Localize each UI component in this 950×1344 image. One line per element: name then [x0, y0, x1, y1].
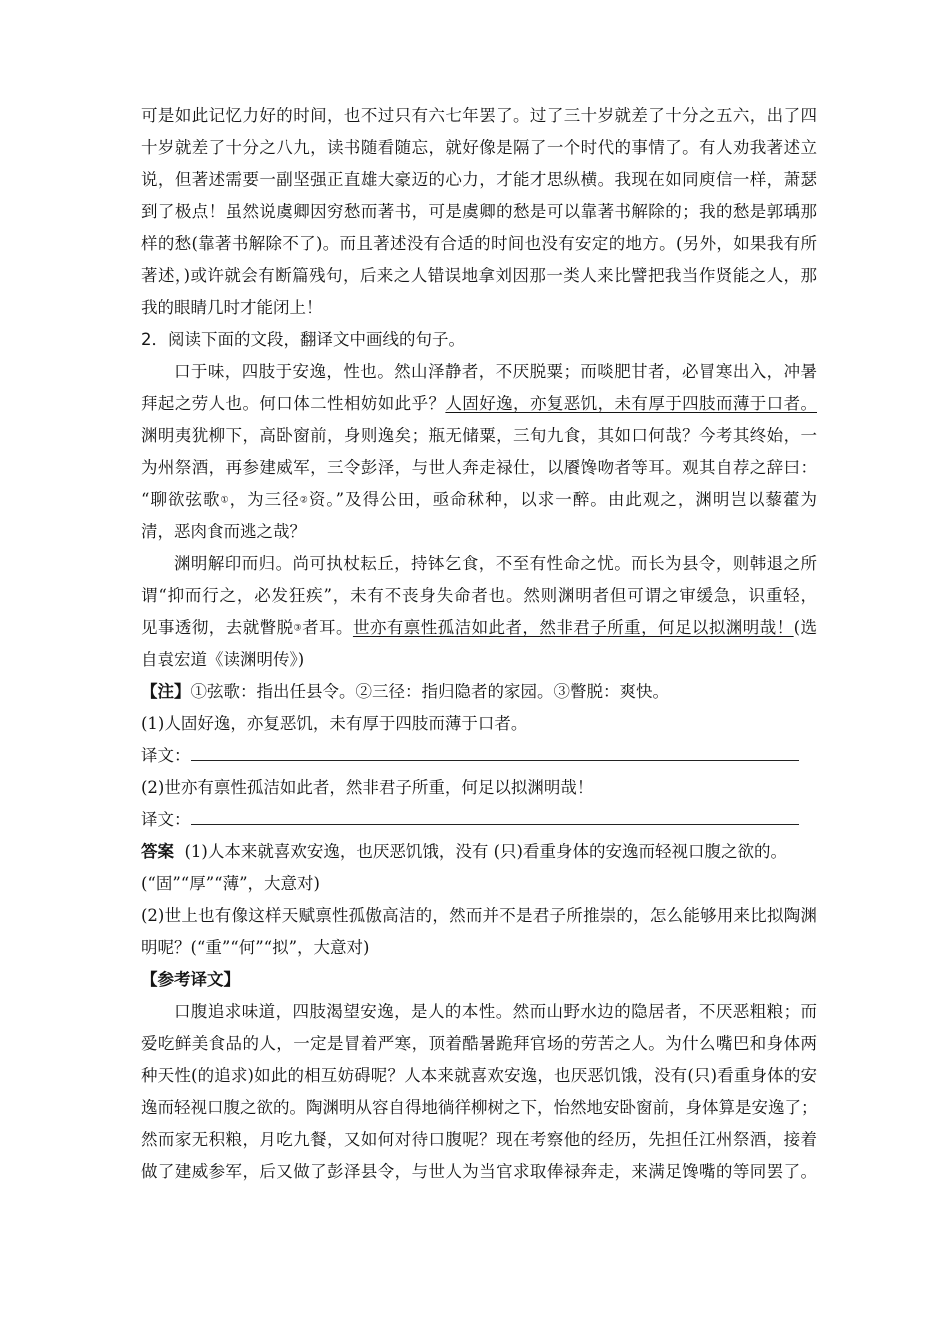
- text-span: 拜起之劳人也。何口体二性相妨如此乎？: [141, 394, 446, 413]
- text-line: 口腹追求味道，四肢渴望安逸，是人的本性。然而山野水边的隐居者，不厌恶粗粮；而: [174, 1002, 817, 1021]
- text-span: 资。”及得公田，亟命秫种，以求一醉。由此观之，渊明岂以藜藿为: [308, 490, 817, 509]
- text-line: 说，但著述需要一副坚强正直雄大豪迈的心力，才能才思纵横。我现在如同庾信一样，萧瑟: [141, 170, 817, 189]
- answer-text: (1)人本来就喜欢安逸，也厌恶饥饿，没有 (只)看重身体的安逸而轻视口腹之欲的。: [184, 842, 787, 861]
- text-span: “聊欲弦歌: [141, 490, 221, 509]
- answer-line-1: [141, 836, 817, 868]
- translation-answer-line-1: [141, 740, 817, 772]
- answer-blank-2[interactable]: [191, 806, 799, 825]
- note-line: [141, 676, 817, 708]
- previous-translation: [141, 100, 817, 324]
- passage-paragraph-2: [141, 548, 817, 676]
- reference-label: 【参考译文】: [141, 970, 240, 989]
- answer-line-2: (2)世上也有像这样天赋禀性孤傲高洁的，然而并不是君子所推崇的，怎么能够用来比拟陶渊: [141, 906, 817, 925]
- translation-answer-line-2: [141, 804, 817, 836]
- sub-question-2: (2)世亦有禀性孤洁如此者，然非君子所重，何足以拟渊明哉！: [141, 778, 594, 797]
- answer-blank-1[interactable]: [191, 742, 799, 761]
- text-line: 著述，)或许就会有断篇残句，后来之人错误地拿刘因那一类人来比譬把我当作贤能之人，那: [141, 266, 817, 285]
- text-line: 种天性(的追求)如此的相互妨碍呢？人本来就喜欢安逸，也厌恶饥饿，没有(只)看重身体的安: [141, 1066, 817, 1085]
- text-span: 见事透彻，去就瞥脱: [141, 618, 294, 637]
- text-line: 渊明解印而归。尚可执杖耘丘，持钵乞食，不至有性命之忧。而长为县令，则韩退之所: [174, 554, 817, 573]
- yiwen-label: 译文：: [141, 810, 191, 829]
- yiwen-label: 译文：: [141, 746, 191, 765]
- text-span: 径: [282, 490, 300, 509]
- text-line: 到了极点！虽然说虞卿因穷愁而著书，可是虞卿的愁是可以靠著书解除的；我的愁是郭瑀那: [141, 202, 817, 221]
- reference-translation: [141, 996, 817, 1188]
- passage-paragraph-1: [141, 356, 817, 548]
- text-line: 爱吃鲜美食品的人，一定是冒着严寒，顶着酷暑跪拜官场的劳苦之人。为什么嘴巴和身体两: [141, 1034, 817, 1053]
- text-span: 者耳。: [302, 618, 353, 637]
- text-line: [141, 388, 817, 420]
- answer-label: 答案: [141, 842, 174, 861]
- underlined-sentence-1: 人固好逸，亦复恶饥，未有厚于四肢而薄于口者。: [445, 394, 817, 413]
- underlined-sentence-2: 世亦有禀性孤洁如此者，然非君子所重，何足以拟渊明哉！: [352, 618, 794, 637]
- text-span: ，为三: [229, 490, 283, 509]
- question-title: 2．阅读下面的文段，翻译文中画线的句子。: [141, 330, 465, 349]
- text-line: 做了建威参军，后又做了彭泽县令，与世人为当官求取俸禄奔走，来满足馋嘴的等同罢了。: [141, 1162, 817, 1181]
- note-label: 【注】: [141, 682, 191, 701]
- note-text: ①弦歌：指出任县令。②三径：指归隐者的家园。③瞥脱：爽快。: [190, 682, 669, 701]
- text-line: 清，恶肉食而逃之哉？: [141, 522, 306, 541]
- text-line: 我的眼睛几时才能闭上！: [141, 298, 323, 317]
- document-page: [141, 100, 817, 1188]
- footnote-marker: ③: [293, 623, 303, 634]
- footnote-marker: ②: [299, 495, 309, 506]
- text-line: 样的愁(靠著书解除不了)。而且著述没有合适的时间也没有安定的地方。(另外，如果我有所: [141, 234, 817, 253]
- text-line: 口于味，四肢于安逸，性也。然山泽静者，不厌脱粟；而啖肥甘者，必冒寒出入，冲暑: [174, 362, 817, 381]
- text-line: 渊明夷犹柳下，高卧窗前，身则逸矣；瓶无储粟，三旬九食，其如口何哉？今考其终始，一: [141, 426, 817, 445]
- text-line: 逸而轻视口腹之欲的。陶渊明从容自得地徜徉柳树之下，怡然地安卧窗前，身体算是安逸了；: [141, 1098, 817, 1117]
- text-line: [141, 612, 817, 644]
- text-line: 然而家无积粮，月吃九餐，又如何对待口腹呢？现在考察他的经历，先担任江州祭酒，接着: [141, 1130, 817, 1149]
- sub-question-1: (1)人固好逸，亦复恶饥，未有厚于四肢而薄于口者。: [141, 714, 528, 733]
- text-span: (选: [793, 618, 817, 637]
- text-line: 可是如此记忆力好的时间，也不过只有六七年罢了。过了三十岁就差了十分之五六，出了四: [141, 106, 817, 125]
- answer-line-2b: 明呢？(“重”“何”“拟”，大意对): [141, 938, 370, 957]
- text-line: 为州祭酒，再参建威军，三令彭泽，与世人奔走禄仕，以餍馋吻者等耳。观其自荐之辞曰：: [141, 458, 817, 477]
- text-line: [141, 484, 817, 516]
- answer-note-1: (“固”“厚”“薄”，大意对): [141, 874, 320, 893]
- text-line: 自袁宏道《读渊明传》): [141, 650, 305, 669]
- text-line: 十岁就差了十分之八九，读书随看随忘，就好像是隔了一个时代的事情了。有人劝我著述立: [141, 138, 817, 157]
- text-line: 谓“抑而行之，必发狂疾”，未有不丧身失命者也。然则渊明者但可谓之审缓急，识重轻，: [141, 586, 817, 605]
- footnote-marker: ①: [220, 495, 230, 506]
